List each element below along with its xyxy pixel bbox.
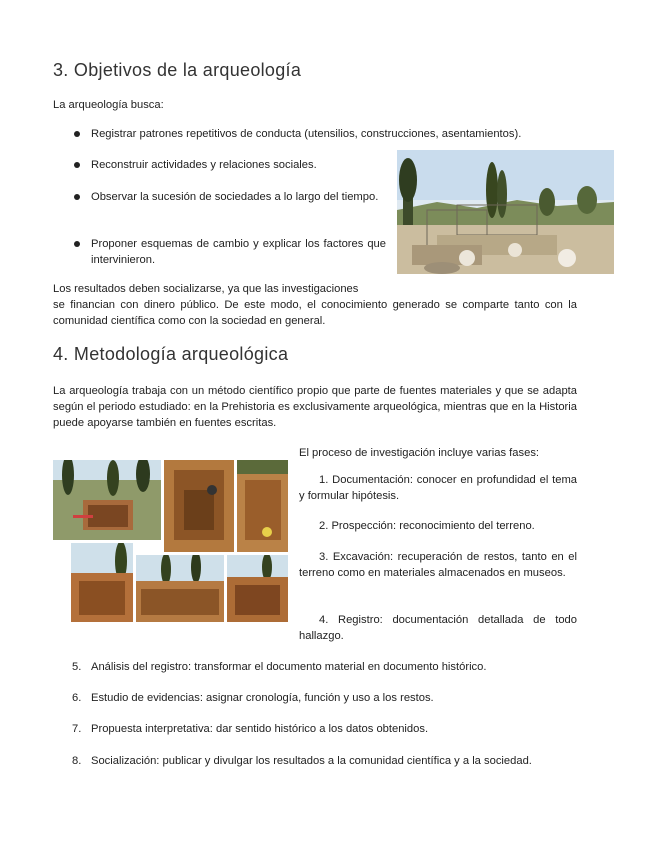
phase-item: 2. Prospección: reconocimiento del terreno.	[319, 520, 535, 532]
phase-item: Propuesta interpretativa: dar sentido histórico a los datos obtenidos.	[91, 723, 429, 735]
bullet-icon	[74, 131, 80, 137]
objective-item: Reconstruir actividades y relaciones sociales.	[91, 159, 317, 171]
section-3-heading: 3. Objetivos de la arqueología	[53, 60, 302, 80]
section-4-heading: 4. Metodología arqueológica	[53, 344, 289, 364]
excavation-photo	[71, 543, 133, 622]
phase-item: 1. Documentación: conocer en profundidad el tema y formular hipótesis.	[299, 474, 577, 502]
excavation-photo	[164, 460, 234, 552]
phase-item: 4. Registro: documentación detallada de todo hallazgo.	[299, 614, 577, 642]
phase-item: Estudio de evidencias: asignar cronología, función y uso a los restos.	[91, 692, 434, 704]
phases-intro: El proceso de investigación incluye varias fases:	[299, 447, 540, 459]
objective-item: Registrar patrones repetitivos de conducta (utensilios, construcciones, asentamientos).	[91, 128, 522, 140]
excavation-photo	[237, 460, 288, 552]
list-number: 5.	[72, 661, 82, 673]
phase-item: Socialización: publicar y divulgar los resultados a la comunidad científica y a la sociedad.	[91, 755, 532, 767]
section-3-closing-part: se financian con dinero público. De este modo, el conocimiento generado se comparte tanto con la comunidad científica como con la sociedad en general.	[53, 299, 577, 327]
excavation-site-image	[397, 150, 614, 274]
list-number: 8.	[72, 755, 82, 767]
excavation-photo	[227, 555, 288, 622]
section-3-closing-part: Los resultados deben socializarse, ya que las investigaciones	[53, 283, 359, 295]
list-number: 6.	[72, 692, 82, 704]
section-3-closing-text	[53, 283, 577, 327]
excavation-photo	[53, 460, 161, 540]
section-3-closing-paragraph	[53, 281, 577, 329]
objective-item: Observar la sucesión de sociedades a lo largo del tiempo.	[91, 191, 379, 203]
phase-item: Análisis del registro: transformar el documento material en documento histórico.	[91, 661, 487, 673]
bullet-icon	[74, 194, 80, 200]
excavation-photo	[136, 555, 224, 622]
section-3-intro: La arqueología busca:	[53, 99, 164, 111]
bullet-icon	[74, 162, 80, 168]
section-4-intro: La arqueología trabaja con un método científico propio que parte de fuentes materiales y que se adapta según el periodo estudiado: en la Prehistoria es exclusivamente arqueológica, mientras que en la Historia puede apoyarse también en fuentes escritas.	[53, 385, 577, 429]
phase-item: 3. Excavación: recuperación de restos, tanto en el terreno como en materiales almacenados en museos.	[299, 551, 577, 579]
list-number: 7.	[72, 723, 82, 735]
bullet-icon	[74, 241, 80, 247]
objective-item: Proponer esquemas de cambio y explicar los factores que intervinieron.	[91, 238, 386, 266]
